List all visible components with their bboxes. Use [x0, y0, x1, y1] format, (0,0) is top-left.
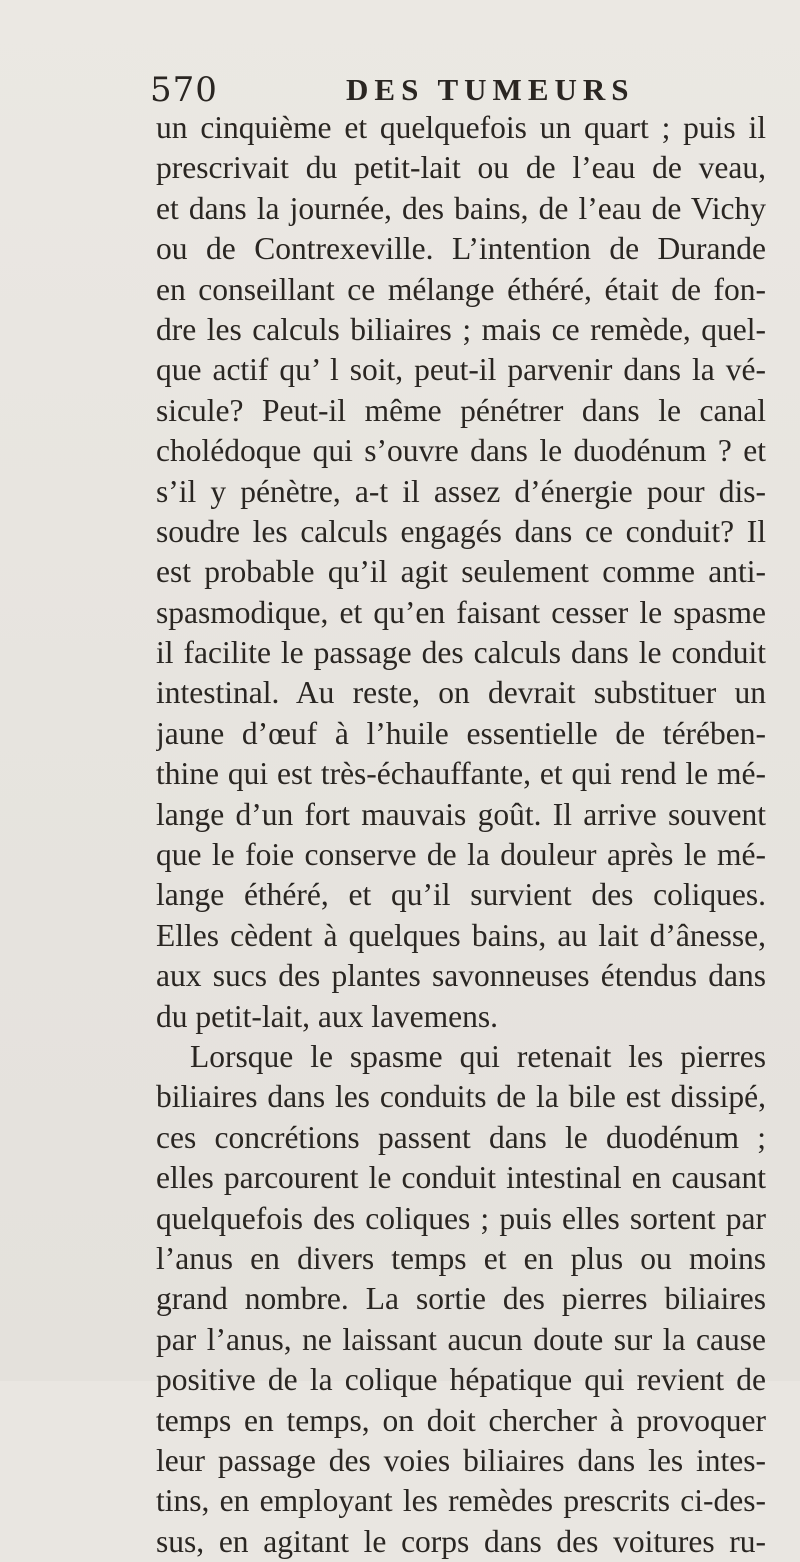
- text-line: lange d’un fort mauvais goût. Il arrive souvent: [156, 796, 766, 832]
- text-line: jaune d’œuf à l’huile essentielle de térében-: [156, 715, 766, 751]
- text-line: leur passage des voies biliaires dans les intes-: [156, 1442, 766, 1478]
- text-line: intestinal. Au reste, on devrait substituer un: [156, 675, 766, 711]
- text-line: sus, en agitant le corps dans des voitures ru-: [156, 1523, 766, 1559]
- text-line: prescrivait du petit-lait ou de l’eau de veau,: [156, 150, 766, 186]
- text-line: par l’anus, ne laissant aucun doute sur la cause: [156, 1321, 766, 1357]
- text-line: biliaires dans les conduits de la bile est dissipé,: [156, 1079, 766, 1115]
- text-line: ou de Contrexeville. L’intention de Durande: [156, 231, 766, 267]
- text-line: que le foie conserve de la douleur après le mé-: [156, 837, 766, 873]
- text-line: elles parcourent le conduit intestinal en causant: [156, 1160, 766, 1196]
- text-line: en conseillant ce mélange éthéré, était de fon-: [156, 271, 766, 307]
- paragraph-start-line: Lorsque le spasme qui retenait les pierres: [190, 1038, 766, 1074]
- text-line: s’il y pénètre, a-t il assez d’énergie pour dis-: [156, 473, 766, 509]
- text-line: aux sucs des plantes savonneuses étendus dans: [156, 958, 766, 994]
- text-line: lange éthéré, et qu’il survient des coliques.: [156, 877, 766, 913]
- page-header: [150, 70, 750, 110]
- text-line: cholédoque qui s’ouvre dans le duodénum ? et: [156, 433, 766, 469]
- text-line: sicule? Peut-il même pénétrer dans le canal: [156, 392, 766, 428]
- text-line: grand nombre. La sortie des pierres biliaires: [156, 1281, 766, 1317]
- body-text: [156, 108, 766, 1562]
- text-line: soudre les calculs engagés dans ce conduit? Il: [156, 513, 766, 549]
- text-line: il facilite le passage des calculs dans le conduit: [156, 635, 766, 671]
- text-line: et dans la journée, des bains, de l’eau de Vichy: [156, 190, 766, 226]
- page-number: 570: [150, 70, 218, 110]
- text-line: temps en temps, on doit chercher à provoquer: [156, 1402, 766, 1438]
- text-line: dre les calculs biliaires ; mais ce remède, quel-: [156, 311, 766, 347]
- text-line: spasmodique, et qu’en faisant cesser le spasme: [156, 594, 766, 630]
- text-line: est probable qu’il agit seulement comme anti-: [156, 554, 766, 590]
- text-line: Elles cèdent à quelques bains, au lait d’ânesse,: [156, 917, 766, 953]
- text-line: quelquefois des coliques ; puis elles sortent par: [156, 1200, 766, 1236]
- text-line: ces concrétions passent dans le duodénum ;: [156, 1119, 766, 1155]
- paragraph-end-line: du petit-lait, aux lavemens.: [156, 998, 499, 1034]
- text-line: positive de la colique hépatique qui revient de: [156, 1362, 766, 1398]
- text-line: un cinquième et quelquefois un quart ; puis il: [156, 110, 766, 145]
- text-line: thine qui est très-échauffante, et qui rend le mé-: [156, 756, 766, 792]
- text-line: que actif qu’ l soit, peut-il parvenir dans la vé-: [156, 352, 766, 388]
- running-title: DES TUMEURS: [346, 72, 635, 107]
- text-line: l’anus en divers temps et en plus ou moins: [156, 1240, 766, 1276]
- text-line: tins, en employant les remèdes prescrits ci-des-: [156, 1483, 766, 1519]
